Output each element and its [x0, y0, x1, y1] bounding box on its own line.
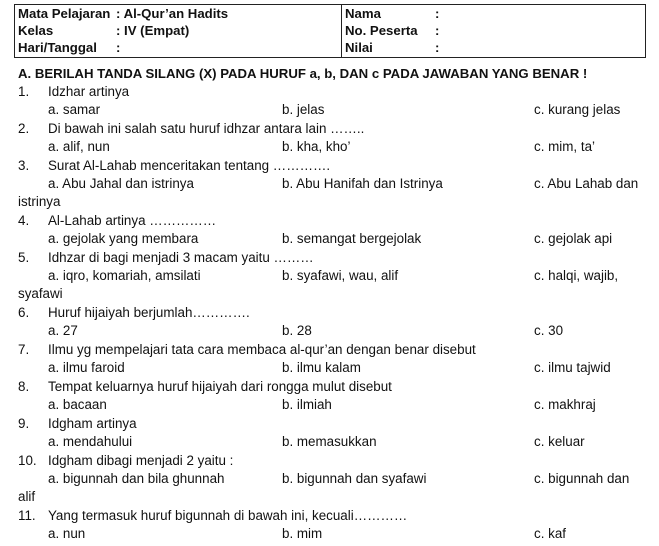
option-c[interactable]: c. ilmu tajwid — [534, 360, 611, 375]
question-text: Al-Lahab artinya …………… — [48, 213, 217, 228]
question-text: Tempat keluarnya huruf hijaiyah dari rongga mulut disebut — [48, 379, 392, 394]
header-row-score — [345, 39, 642, 56]
question-number: 2. — [18, 121, 30, 136]
class-value: : IV (Empat) — [116, 23, 190, 38]
option-a[interactable]: a. ilmu faroid — [48, 360, 125, 375]
date-label: Hari/Tanggal — [18, 40, 97, 55]
question-text: Idhzar di bagi menjadi 3 macam yaitu ……… — [48, 250, 314, 265]
question-text: Surat Al-Lahab menceritakan tentang …………. — [48, 158, 331, 173]
option-c[interactable]: c. 30 — [534, 323, 564, 338]
option-a[interactable]: a. bigunnah dan bila ghunnah — [48, 471, 225, 486]
option-b[interactable]: b. jelas — [282, 102, 325, 117]
question-text: Idgham dibagi menjadi 2 yaitu : — [48, 453, 234, 468]
question-text: Yang termasuk huruf bigunnah di bawah ini, kecuali………… — [48, 508, 408, 523]
class-label: Kelas — [18, 23, 54, 38]
question-number: 9. — [18, 416, 30, 431]
question-number: 1. — [18, 84, 30, 99]
option-c[interactable]: c. makhraj — [534, 397, 596, 412]
header-row-subject — [18, 5, 338, 22]
subject-value: : Al-Qur’an Hadits — [116, 6, 229, 21]
score-value: : — [435, 40, 440, 55]
option-continuation: alif — [18, 489, 36, 504]
option-b[interactable]: b. Abu Hanifah dan Istrinya — [282, 176, 443, 191]
question-text: Di bawah ini salah satu huruf idhzar antara lain …….. — [48, 121, 365, 136]
option-b[interactable]: b. bigunnah dan syafawi — [282, 471, 427, 486]
option-c[interactable]: c. gejolak api — [534, 231, 613, 246]
question-6 — [18, 305, 250, 320]
question-text: Idgham artinya — [48, 416, 137, 431]
option-c[interactable]: c. Abu Lahab dan — [534, 176, 639, 191]
option-c[interactable]: c. halqi, wajib, — [534, 268, 619, 283]
question-number: 7. — [18, 342, 30, 357]
question-9 — [18, 416, 137, 431]
participant-no-label: No. Peserta — [345, 23, 418, 38]
option-a[interactable]: a. mendahului — [48, 434, 133, 449]
question-number: 5. — [18, 250, 30, 265]
option-a[interactable]: a. iqro, komariah, amsilati — [48, 268, 201, 283]
option-continuation: istrinya — [18, 194, 61, 209]
question-1 — [18, 84, 129, 99]
question-8 — [18, 379, 392, 394]
option-a[interactable]: a. nun — [48, 526, 86, 541]
option-a[interactable]: a. Abu Jahal dan istrinya — [48, 176, 194, 191]
option-b[interactable]: b. mim — [282, 526, 323, 541]
question-number: 6. — [18, 305, 30, 320]
question-number: 4. — [18, 213, 30, 228]
option-c[interactable]: c. bigunnah dan — [534, 471, 630, 486]
header-right-cell — [342, 5, 646, 58]
question-number: 10. — [18, 453, 37, 468]
option-a[interactable]: a. alif, nun — [48, 139, 110, 154]
question-number: 11. — [18, 508, 36, 523]
header-row-name — [345, 5, 642, 22]
option-b[interactable]: b. ilmiah — [282, 397, 332, 412]
option-c[interactable]: c. kaf — [534, 526, 566, 541]
header-row-date — [18, 39, 338, 56]
option-continuation: syafawi — [18, 286, 63, 301]
question-text: Ilmu yg mempelajari tata cara membaca al-qur’an dengan benar disebut — [48, 342, 476, 357]
option-b[interactable]: b. memasukkan — [282, 434, 377, 449]
header-row-class — [18, 22, 338, 39]
question-7 — [18, 342, 476, 357]
option-b[interactable]: b. 28 — [282, 323, 312, 338]
option-c[interactable]: c. kurang jelas — [534, 102, 621, 117]
header-row-participant — [345, 22, 642, 39]
question-11 — [18, 508, 407, 523]
option-b[interactable]: b. ilmu kalam — [282, 360, 361, 375]
option-a[interactable]: a. 27 — [48, 323, 78, 338]
option-c[interactable]: c. mim, ta’ — [534, 139, 596, 154]
option-a[interactable]: a. gejolak yang membara — [48, 231, 199, 246]
option-b[interactable]: b. semangat bergejolak — [282, 231, 422, 246]
name-label: Nama — [345, 6, 381, 21]
question-5 — [18, 250, 314, 265]
section-title: A. BERILAH TANDA SILANG (X) PADA HURUF a, b, DAN c PADA JAWABAN YANG BENAR ! — [18, 66, 588, 81]
subject-label: Mata Pelajaran — [18, 6, 111, 21]
question-number: 8. — [18, 379, 30, 394]
question-4 — [18, 213, 216, 228]
participant-no-value: : — [435, 23, 440, 38]
question-10 — [18, 453, 233, 468]
question-3 — [18, 158, 330, 173]
question-number: 3. — [18, 158, 30, 173]
option-b[interactable]: b. syafawi, wau, alif — [282, 268, 399, 283]
option-a[interactable]: a. samar — [48, 102, 101, 117]
exam-header-table — [14, 4, 646, 58]
date-value: : — [116, 40, 121, 55]
score-label: Nilai — [345, 40, 373, 55]
question-text: Idzhar artinya — [48, 84, 130, 99]
question-text: Huruf hijaiyah berjumlah…………. — [48, 305, 250, 320]
header-left-cell — [15, 5, 342, 58]
name-value: : — [435, 6, 440, 21]
option-a[interactable]: a. bacaan — [48, 397, 107, 412]
question-2 — [18, 121, 364, 136]
option-c[interactable]: c. keluar — [534, 434, 585, 449]
option-b[interactable]: b. kha, kho’ — [282, 139, 351, 154]
